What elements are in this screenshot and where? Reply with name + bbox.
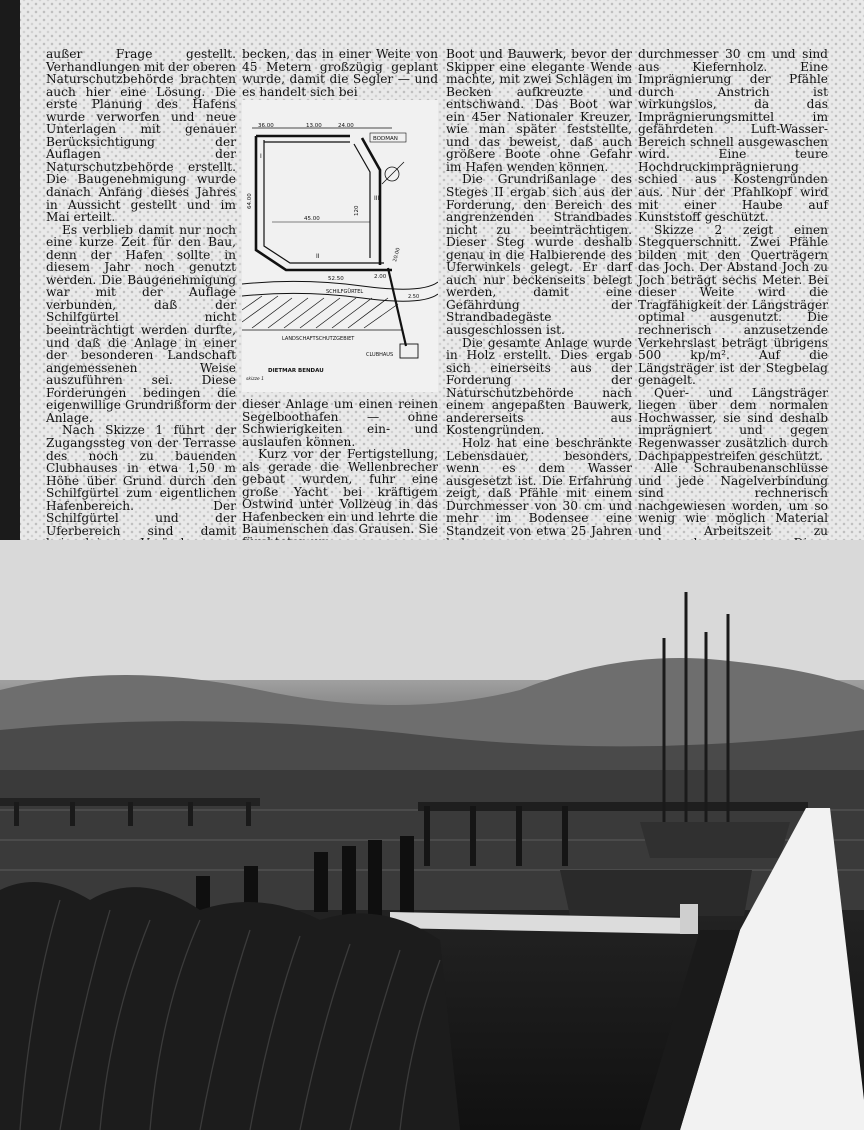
steg-1-label: I bbox=[260, 153, 262, 160]
paragraph: Es verblieb damit nur noch eine kurze Zeit für den Bau, denn der Hafen sollte in diesem Jahr noch genutzt werden. Die Baugenehmigung war mit der Auflage verbunden, daß der Schilfgürtel nicht beeinträchtigt werden durfte, und daß die Anlage in einer der besonderen Landschaft angemessenen Weise auszuführen sei. Diese Forderungen bedingen die eigenwillige Grundrißform der Anlage. bbox=[46, 222, 236, 425]
harbor-photo bbox=[0, 540, 864, 1130]
dim-pier-a: 20.00 bbox=[392, 247, 402, 263]
paragraph: außer Frage gestellt. Verhandlungen mit der oberen Naturschutzbehörde brachten auch hier eine Lösung. Die erste Planung des Hafens wurde verworfen und neue Unterlagen mit genauer Berücksichtigung der Auflagen der Naturschutzbehörde erstellt. Die Baugenehmigung wurde danach Anfang dieses Jahres in Aussicht gestellt und im Mai erteilt. bbox=[46, 47, 237, 225]
dim-top-mid: 13.00 bbox=[306, 123, 322, 129]
text-column-3 bbox=[446, 48, 632, 575]
steg-2-label: II bbox=[316, 253, 320, 260]
dim-bottom-right: 2.00 bbox=[374, 274, 387, 280]
steg-3-label: III bbox=[374, 195, 380, 202]
paragraph: dieser Anlage um einen reinen Segelboothafen — ohne Schwierigkeiten ein- und auslaufen können. bbox=[242, 397, 438, 449]
paragraph: durchmesser 30 cm und sind aus Kiefernholz. Eine Imprägnierung der Pfähle durch Anstrich ist wirkungslos, da das Imprägnierungsmittel im gefährdeten Luft-Wasser-Bereich schnell ausgewaschen wird. Eine teure Hochdruckimprägnierung schied aus Kostengründen aus. Nur der Pfahlkopf wird mit einer Haube auf Kunststoff geschützt. bbox=[638, 47, 828, 225]
paragraph: Holz hat eine beschränkte Lebensdauer, besonders, wenn es dem Wasser ausgesetzt ist. Die Erfahrung zeigt, daß Pfähle mit einem Durchmesser von 30 cm und mehr im Bodensee eine Standzeit von etwa 25 Jahren bbox=[446, 435, 632, 538]
text-column-1 bbox=[46, 48, 236, 575]
dim-pier-b: 2.50 bbox=[408, 294, 420, 300]
paragraph: Die gesamte Anlage wurde in Holz erstellt. Dies ergab sich einerseits aus der Forderung der Naturschutzbehörde nach einem angepaßten Bauwerk, andererseits aus Kostengründen. bbox=[446, 335, 632, 438]
paragraph: Skizze 2 zeigt einen Stegquerschnitt. Zwei Pfähle bilden mit den Querträgern das Joch. Der Abstand Joch zu Joch beträgt sechs Meter. Bei dieser Weite wird die Tragfähigkeit der Längsträger optimal ausgenutzt. Die rechnerisch anzusetzende Verkehrslast beträgt übrigens 500 kp/m². Auf die Längsträger ist der Stegbelag genagelt. bbox=[638, 222, 828, 388]
text-column-2-bottom bbox=[242, 398, 438, 549]
text-column-2-top bbox=[242, 48, 438, 98]
harbor-plan-sketch bbox=[242, 100, 438, 392]
harbor-photo-illustration bbox=[0, 540, 864, 1130]
paragraph: Boot und Bauwerk, bevor der Skipper eine elegante Wende machte, mit zwei Schlägen im Becken aufkreuzte und entschwand. Das Boot war ein 45er Nationaler Kreuzer, wie man später feststellte, und das beweist, daß auch größere Boote ohne Gefahr im Hafen wenden können. bbox=[446, 47, 632, 174]
dim-right: 120 bbox=[354, 205, 360, 216]
dim-top-right: 24.00 bbox=[338, 123, 354, 129]
label-skizze: skizze 1 bbox=[246, 377, 264, 382]
paragraph: Alle Schraubenanschlüsse und jede Nagelverbindung sind rechnerisch nachgewiesen worden, um so wenig wie möglich Material und Arbeitszeit zu bbox=[638, 461, 828, 538]
dim-basin: 45.00 bbox=[304, 216, 320, 222]
harbor-plan-drawing bbox=[242, 100, 438, 392]
paragraph: Die Grundrißanlage des Steges II ergab sich aus der Forderung, den Bereich des angrenzenden Strandbades nicht zu beeinträchtigen. Dieser Steg wurde deshalb genau in die Halbierende des Uferwinkels gelegt. Er darf auch nur beckenseits belegt werden, damit eine Gefährdung der Strandbadegäste ausgeschlossen ist. bbox=[446, 172, 632, 338]
paragraph: Kurz vor der Fertigstellung, als gerade die Wellenbrecher gebaut wurden, fuhr eine große Yacht bei kräftigem Ostwind unter Vollzeug in das Hafenbecken ein und lehrte die Baumenschen das Grausen. Sie bbox=[242, 447, 438, 537]
dim-bottom: 52.50 bbox=[328, 276, 344, 282]
label-schilfguertel: SCHILFGÜRTEL bbox=[326, 289, 364, 295]
paragraph: Nach Skizze 1 führt der Zugangssteg von der Terrasse des noch zu bauenden Clubhauses in etwa 1,50 m Höhe über Grund durch den Schilfgürtel zum eigentlichen Hafenbereich. Der Schilfgürtel und der Uferbereich sind damit bbox=[46, 423, 236, 538]
dim-top-left: 36.00 bbox=[258, 123, 274, 129]
label-credit: DIETMAR BENDAU bbox=[268, 368, 324, 374]
page-edge bbox=[0, 0, 20, 540]
label-bodman: BODMAN bbox=[373, 136, 398, 142]
paragraph: becken, das in einer Weite von 45 Metern großzügig geplant wurde, damit die Segler — und es handelt sich bei bbox=[242, 47, 438, 99]
text-column-4 bbox=[638, 48, 828, 575]
paragraph: Quer- und Längsträger liegen über dem normalen Hochwasser, sie sind deshalb imprägniert und gegen Regenwasser zusätzlich durch Dachpappestreifen geschützt. bbox=[638, 385, 828, 463]
label-landschaftschutzgebiet: LANDSCHAFTSCHUTZGEBIET bbox=[282, 336, 355, 342]
dim-left: 64.00 bbox=[247, 193, 253, 209]
label-clubhaus: CLUBHAUS bbox=[366, 352, 394, 358]
